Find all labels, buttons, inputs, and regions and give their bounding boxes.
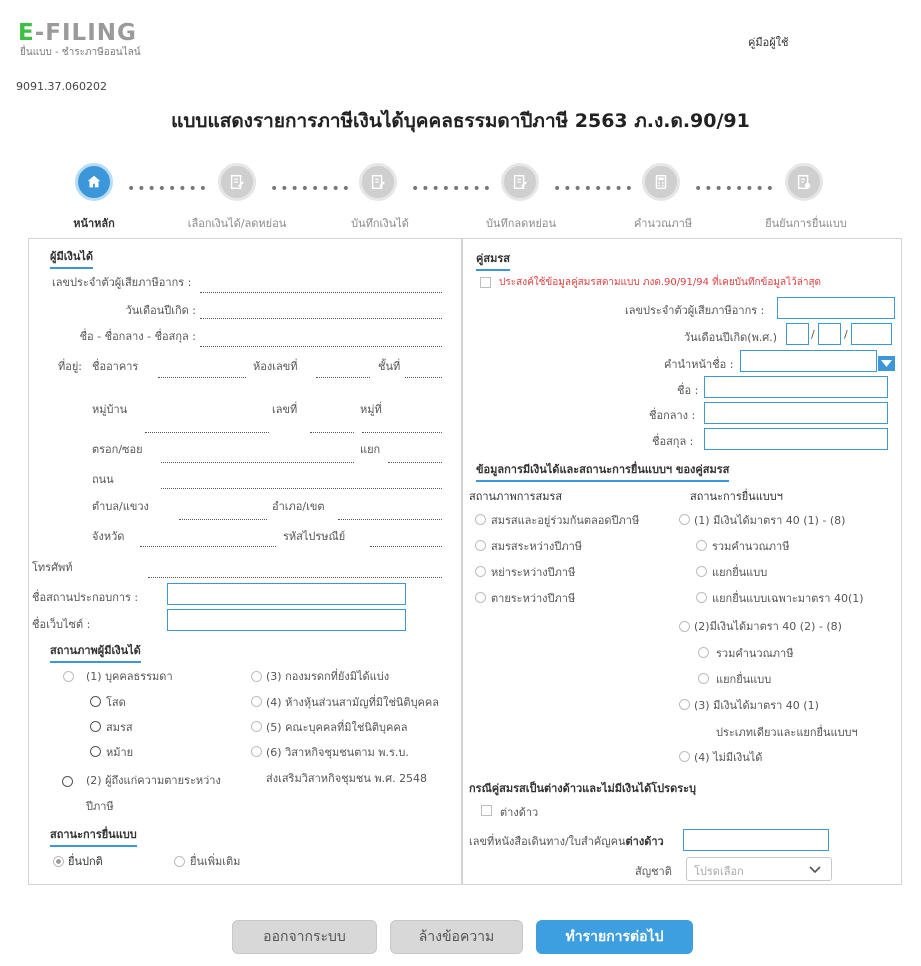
status-partnership-label: (4) ห้างหุ้นส่วนสามัญที่มิใช่นิติบุคคล (266, 696, 440, 709)
status-deceased-radio[interactable] (62, 776, 73, 787)
phone-field[interactable] (148, 577, 442, 578)
spouse-separate-radio[interactable] (696, 566, 707, 577)
taxpayer-status-title: สถานภาพผู้มีเงินได้ (50, 641, 141, 663)
room-field[interactable] (316, 377, 370, 378)
status-single-label: โสด (106, 696, 126, 709)
junction-label: แยก (360, 443, 381, 456)
page-title: แบบแสดงรายการภาษีเงินได้บุคคลธรรมดาปีภาษี 2563 ภ.ง.ด.90/91 (171, 110, 750, 132)
marital-divorced-radio[interactable] (475, 566, 486, 577)
soi-label: ตรอก/ซอย (92, 443, 143, 456)
passport-number-input[interactable] (683, 829, 829, 851)
step-connector: •••••••• (127, 181, 210, 197)
number-label: เลขที่ (272, 403, 298, 416)
village-field[interactable] (145, 432, 269, 433)
website-input[interactable] (167, 609, 406, 631)
logo-subtitle: ยื่นแบบ - ชำระภาษีออนไลน์ (20, 47, 141, 58)
spouse-filing-header: สถานะการยื่นแบบฯ (690, 490, 783, 503)
business-name-input[interactable] (167, 583, 406, 605)
step-label-record-deduction[interactable]: บันทึกลดหย่อน (485, 217, 557, 230)
confirm-document-icon (795, 173, 813, 191)
step-home-icon[interactable] (75, 163, 113, 201)
spouse-filing-40-1-only-sublabel: ประเภทเดียวและแยกยื่นแบบฯ (716, 726, 858, 739)
foreigner-checkbox[interactable] (481, 805, 492, 816)
filing-normal-label: ยื่นปกติ (68, 855, 103, 868)
marital-married-during-year-radio[interactable] (475, 540, 486, 551)
subdistrict-field[interactable] (179, 519, 267, 520)
step-select-income-icon[interactable] (218, 163, 256, 201)
spouse-prefix-select[interactable] (740, 350, 877, 372)
spouse-prefix-label: คำนำหน้าชื่อ : (664, 358, 734, 371)
status-individual-radio[interactable] (63, 671, 74, 682)
step-confirm-icon[interactable] (785, 163, 823, 201)
soi-field[interactable] (161, 462, 354, 463)
filing-normal-radio[interactable] (53, 856, 64, 867)
village-label: หมู่บ้าน (92, 403, 128, 416)
step-label-select-income[interactable]: เลือกเงินได้/ลดหย่อน (187, 217, 287, 230)
efiling-logo: E-FILING (18, 20, 137, 46)
edit-form-icon (369, 173, 387, 191)
spouse-filing-40-2-8-radio[interactable] (679, 621, 690, 632)
status-deceased-label: (2) ผู้ถึงแก่ความตายระหว่าง (86, 774, 221, 787)
user-manual-link[interactable]: คู่มือผู้ใช้ (748, 36, 789, 49)
road-field[interactable] (161, 488, 442, 489)
step-label-confirm[interactable]: ยืนยันการยื่นแบบ (765, 217, 847, 230)
next-button[interactable]: ทำรายการต่อไป (536, 920, 693, 954)
spouse-no-income-radio[interactable] (679, 751, 690, 762)
step-connector: •••••••• (694, 181, 777, 197)
step-connector: •••••••• (270, 181, 353, 197)
status-community-label-line2: ส่งเสริมวิสาหกิจชุมชน พ.ศ. 2548 (266, 772, 428, 785)
spouse-dob-year-input[interactable] (851, 323, 892, 345)
spouse-dob-month-input[interactable] (818, 323, 841, 345)
status-estate-label: (3) กองมรดกที่ยังมิได้แบ่ง (266, 670, 390, 683)
floor-field[interactable] (405, 377, 442, 378)
moo-field[interactable] (362, 432, 442, 433)
spouse-filing-40-1-only-radio[interactable] (679, 699, 690, 710)
logout-button[interactable]: ออกจากระบบ (232, 920, 377, 954)
status-married-radio[interactable] (90, 721, 101, 732)
spouse-tax-id-label: เลขประจำตัวผู้เสียภาษีอากร : (625, 304, 765, 317)
clear-button[interactable]: ล้างข้อความ (390, 920, 523, 954)
spouse-combined-2-radio[interactable] (698, 647, 709, 658)
status-estate-radio[interactable] (251, 671, 262, 682)
number-field[interactable] (310, 432, 354, 433)
spouse-filing-40-1-8-radio[interactable] (679, 514, 690, 525)
status-group-label: (5) คณะบุคคลที่มิใช่นิติบุคคล (266, 721, 408, 734)
chevron-down-icon[interactable] (878, 356, 895, 371)
spouse-separate-40-1-label: แยกยื่นแบบเฉพาะมาตรา 40(1) (712, 592, 864, 605)
taxpayer-tax-id-field[interactable] (200, 292, 442, 293)
status-group-radio[interactable] (251, 721, 262, 732)
marital-deceased-label: ตายระหว่างปีภาษี (491, 592, 576, 605)
spouse-combined-2-label: รวมคำนวณภาษี (716, 647, 794, 660)
taxpayer-dob-field[interactable] (200, 318, 442, 319)
building-label: ชื่ออาคาร (92, 360, 139, 373)
spouse-filing-40-2-8-label: (2)มีเงินได้มาตรา 40 (2) - (8) (694, 620, 842, 633)
marital-status-header: สถานภาพการสมรส (469, 490, 563, 503)
taxpayer-dob-label: วันเดือนปีเกิด : (125, 304, 196, 317)
road-label: ถนน (92, 473, 114, 486)
spouse-first-name-label: ชื่อ : (677, 384, 699, 397)
form-code: 9091.37.060202 (16, 80, 107, 93)
nationality-select[interactable] (686, 857, 832, 881)
spouse-dob-label: วันเดือนปีเกิด(พ.ศ.) (684, 331, 778, 344)
building-field[interactable] (158, 377, 246, 378)
floor-label: ชั้นที่ (378, 360, 401, 373)
subdistrict-label: ตำบล/แขวง (92, 500, 149, 513)
calculator-icon (652, 173, 670, 191)
address-label: ที่อยู่: (58, 360, 83, 373)
step-label-calculate-tax[interactable]: คำนวณภาษี (633, 217, 693, 230)
taxpayer-section-title: ผู้มีเงินได้ (50, 247, 93, 269)
business-name-label: ชื่อสถานประกอบการ : (32, 591, 139, 604)
foreigner-label: ต่างด้าว (500, 806, 539, 819)
room-label: ห้องเลขที่ (253, 360, 298, 373)
spouse-first-name-input[interactable] (704, 376, 888, 398)
edit-form-icon (228, 173, 246, 191)
spouse-dob-sep: / (844, 328, 848, 341)
spouse-income-title: ข้อมูลการมีเงินได้และสถานะการยื่นแบบฯ ของคู่สมรส (476, 460, 729, 482)
edit-form-icon (511, 173, 529, 191)
spouse-combined-radio[interactable] (696, 540, 707, 551)
foreign-spouse-title: กรณีคู่สมรสเป็นต่างด้าวและไม่มีเงินได้โปรดระบุ (469, 782, 697, 795)
taxpayer-name-field[interactable] (200, 346, 442, 347)
marital-married-during-year-label: สมรสระหว่างปีภาษี (491, 540, 583, 553)
moo-label: หมู่ที่ (360, 403, 382, 416)
status-widowed-radio[interactable] (90, 746, 101, 757)
use-latest-spouse-label: ประสงค์ใช้ข้อมูลคู่สมรสตามแบบ ภงด.90/91/94 ที่เคยบันทึกข้อมูลไว้ล่าสุด (499, 277, 822, 288)
postcode-field[interactable] (370, 546, 442, 547)
home-icon (85, 173, 103, 191)
step-connector: •••••••• (553, 181, 636, 197)
chevron-down-icon (809, 866, 821, 874)
spouse-filing-40-1-8-label: (1) มีเงินได้มาตรา 40 (1) - (8) (694, 514, 846, 527)
province-field[interactable] (140, 546, 276, 547)
status-community-radio[interactable] (251, 746, 262, 757)
spouse-last-name-input[interactable] (704, 428, 888, 450)
spouse-separate-2-radio[interactable] (698, 673, 709, 684)
spouse-dob-day-input[interactable] (786, 323, 809, 345)
status-community-label: (6) วิสาหกิจชุมชนตาม พ.ร.บ. (266, 746, 409, 759)
status-partnership-radio[interactable] (251, 696, 262, 707)
spouse-section-title: คู่สมรส (476, 249, 510, 271)
status-single-radio[interactable] (90, 696, 101, 707)
spouse-last-name-label: ชื่อสกุล : (652, 435, 694, 448)
district-field[interactable] (338, 519, 442, 520)
step-connector: •••••••• (411, 181, 494, 197)
spouse-separate-40-1-radio[interactable] (696, 592, 707, 603)
status-widowed-label: หม้าย (106, 746, 134, 759)
spouse-separate-2-label: แยกยื่นแบบ (716, 673, 772, 686)
spouse-combined-label: รวมคำนวณภาษี (712, 540, 790, 553)
status-married-label: สมรส (106, 721, 133, 734)
taxpayer-tax-id-label: เลขประจำตัวผู้เสียภาษีอากร : (52, 276, 192, 289)
nationality-label: สัญชาติ (635, 865, 672, 878)
spouse-middle-name-input[interactable] (704, 402, 888, 424)
step-record-income-icon[interactable] (359, 163, 397, 201)
postcode-label: รหัสไปรษณีย์ (283, 530, 346, 543)
step-record-deduction-icon[interactable] (501, 163, 539, 201)
filing-additional-radio[interactable] (174, 856, 185, 867)
website-label: ชื่อเว็บไซต์ : (32, 618, 91, 631)
district-label: อำเภอ/เขต (272, 500, 325, 513)
spouse-dob-sep: / (811, 328, 815, 341)
step-label-record-income[interactable]: บันทึกเงินได้ (351, 217, 409, 230)
nationality-placeholder: โปรดเลือก (694, 865, 744, 878)
taxpayer-name-label: ชื่อ - ชื่อกลาง - ชื่อสกุล : (79, 330, 196, 343)
filing-status-title: สถานะการยื่นแบบ (50, 825, 137, 847)
status-deceased-label-line2: ปีภาษี (86, 800, 114, 813)
spouse-no-income-label: (4) ไม่มีเงินได้ (694, 751, 763, 764)
spouse-filing-40-1-only-label: (3) มีเงินได้มาตรา 40 (1) (694, 699, 819, 712)
marital-married-all-year-radio[interactable] (475, 514, 486, 525)
step-label-home[interactable]: หน้าหลัก (73, 217, 115, 230)
status-individual-label: (1) บุคคลธรรมดา (86, 670, 173, 683)
spouse-tax-id-input[interactable] (777, 297, 895, 319)
phone-label: โทรศัพท์ (32, 561, 73, 574)
use-latest-spouse-checkbox[interactable] (480, 277, 491, 288)
step-calculate-tax-icon[interactable] (642, 163, 680, 201)
marital-deceased-radio[interactable] (475, 592, 486, 603)
junction-field[interactable] (388, 462, 442, 463)
passport-label: เลขที่หนังสือเดินทาง/ใบสำคัญคนต่างด้าว (469, 835, 664, 848)
marital-divorced-label: หย่าระหว่างปีภาษี (491, 566, 576, 579)
spouse-middle-name-label: ชื่อกลาง : (649, 409, 696, 422)
spouse-separate-label: แยกยื่นแบบ (712, 566, 768, 579)
filing-additional-label: ยื่นเพิ่มเติม (190, 855, 241, 868)
province-label: จังหวัด (92, 530, 125, 543)
marital-married-all-year-label: สมรสและอยู่ร่วมกันตลอดปีภาษี (491, 514, 640, 527)
